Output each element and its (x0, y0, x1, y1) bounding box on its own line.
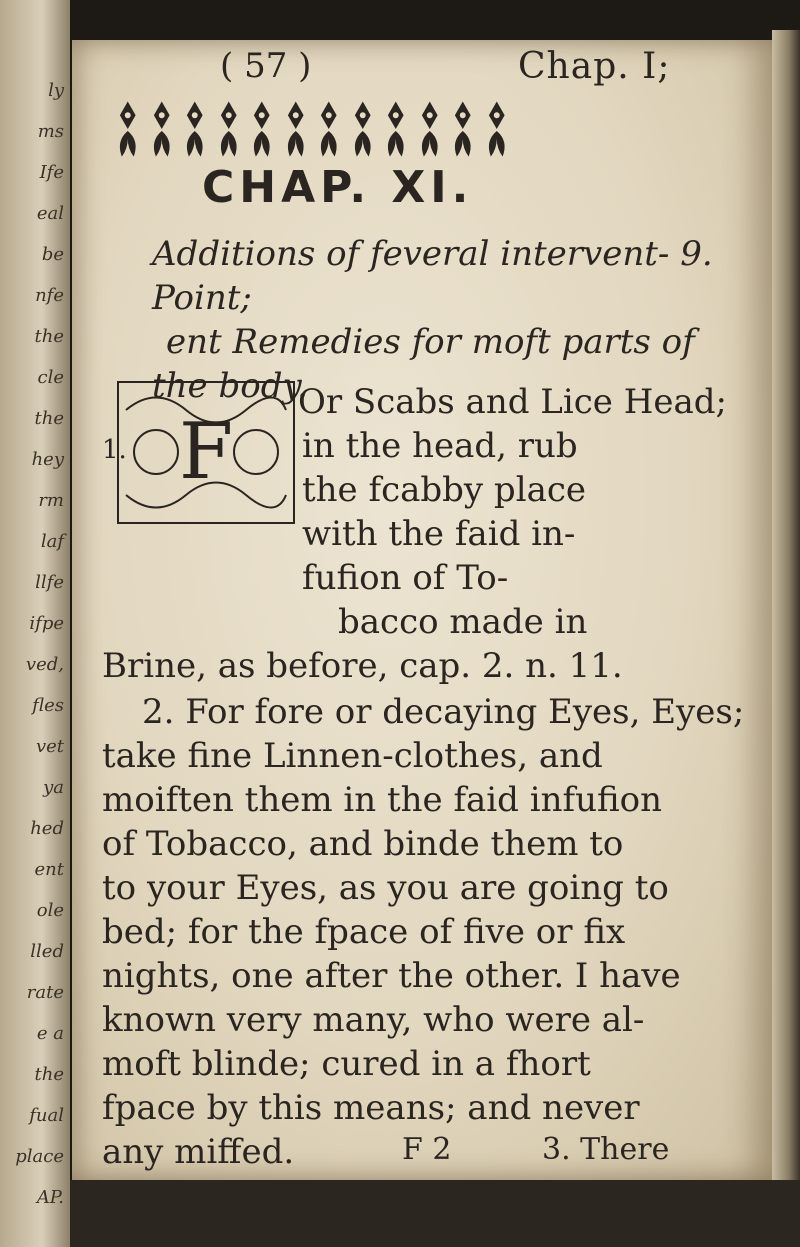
facing-page-fragment: AP. (36, 1187, 64, 1208)
chapter-heading-line: Additions of feveral intervent- 9. Point; (152, 234, 713, 318)
body-line: known very many, who were al- (102, 1000, 645, 1040)
page-number: ( 57 ) (220, 46, 312, 86)
facing-page-fragment: e a (36, 1023, 64, 1044)
decorated-initial (116, 380, 296, 525)
body-line: moft blinde; cured in a fhort (102, 1044, 591, 1084)
left-page-strip (0, 0, 70, 1247)
facing-page-fragment: Ife (39, 162, 64, 183)
body-line: Brine, as before, cap. 2. n. 11. (102, 646, 623, 686)
drop-cap-letter: F (178, 407, 234, 497)
facing-page-fragment: vet (35, 736, 64, 757)
body-line: with the faid in- (302, 514, 576, 554)
chapter-title: CHAP. XI. (202, 162, 474, 213)
fleuron-ornament (213, 95, 245, 165)
fleuron-ornament (179, 95, 211, 165)
right-page-edge (772, 30, 800, 1200)
facing-page-fragment: ent (34, 859, 64, 880)
facing-page-fragment: laf (40, 531, 64, 552)
body-line: to your Eyes, as you are going to (102, 868, 669, 908)
fleuron-ornament (246, 95, 278, 165)
facing-page-fragment: rate (26, 982, 64, 1003)
fleuron-ornament (414, 95, 446, 165)
fleuron-ornament (447, 95, 479, 165)
facing-page-fragment: be (41, 244, 64, 265)
running-head: Chap. I; (518, 46, 671, 87)
facing-page-fragment: nfe (35, 285, 64, 306)
facing-page-fragment: fual (29, 1105, 64, 1126)
body-line: nights, one after the other. I have (102, 956, 681, 996)
body-line: any miffed. (102, 1132, 295, 1172)
ornament-band (112, 95, 512, 165)
facing-page-fragment: ya (43, 777, 64, 798)
fleuron-ornament (146, 95, 178, 165)
catchword: 3. There (542, 1132, 670, 1167)
bottom-shadow (70, 1180, 800, 1247)
facing-page-fragment: rm (38, 490, 64, 511)
facing-page-fragment: eal (36, 203, 64, 224)
facing-page-fragment: ly (48, 80, 64, 101)
fleuron-ornament (112, 95, 144, 165)
facing-page-fragment: llfe (35, 572, 64, 593)
initial-flourish (134, 430, 178, 474)
chapter-heading-line: the body. (152, 366, 308, 406)
chapter-heading-line: ent Remedies for moft parts of (166, 322, 695, 362)
facing-page-fragment: ole (36, 900, 64, 921)
facing-page-fragment: hey (31, 449, 64, 470)
page-header (72, 46, 772, 92)
body-line: fufion of To- (302, 558, 509, 598)
facing-page-fragment: fles (32, 695, 64, 716)
facing-page-fragment: the (34, 408, 64, 429)
facing-page-fragment: ifpe (29, 613, 64, 634)
body-line: of Tobacco, and binde them to (102, 824, 624, 864)
facing-page-fragment: ms (37, 121, 64, 142)
fleuron-ornament (347, 95, 379, 165)
initial-flourish (234, 430, 278, 474)
fleuron-ornament (380, 95, 412, 165)
body-line: the fcabby place (302, 470, 587, 510)
book-page (72, 40, 772, 1180)
body-line: bacco made in (338, 602, 588, 642)
fleuron-ornament (313, 95, 345, 165)
body-line: fpace by this means; and never (102, 1088, 640, 1128)
facing-page-fragment: lled (30, 941, 64, 962)
body-line: 2. For fore or decaying Eyes, Eyes; (142, 692, 745, 732)
body-line: in the head, rub (302, 426, 578, 466)
facing-page-fragment: the (34, 1064, 64, 1085)
facing-page-fragment: place (15, 1146, 64, 1167)
facing-page-fragment: ved, (25, 654, 64, 675)
body-line: take fine Linnen-clothes, and (102, 736, 603, 776)
section-number: 1. (102, 435, 127, 465)
body-line: moiften them in the faid infufion (102, 780, 663, 820)
facing-page-fragment: hed (30, 818, 64, 839)
signature-mark: F 2 (402, 1132, 452, 1167)
fleuron-ornament (481, 95, 513, 165)
body-line: bed; for the fpace of five or fix (102, 912, 626, 952)
facing-page-fragment: cle (37, 367, 64, 388)
facing-page-fragment: the (34, 326, 64, 347)
fleuron-ornament (280, 95, 312, 165)
body-line: Or Scabs and Lice Head; (298, 382, 727, 422)
